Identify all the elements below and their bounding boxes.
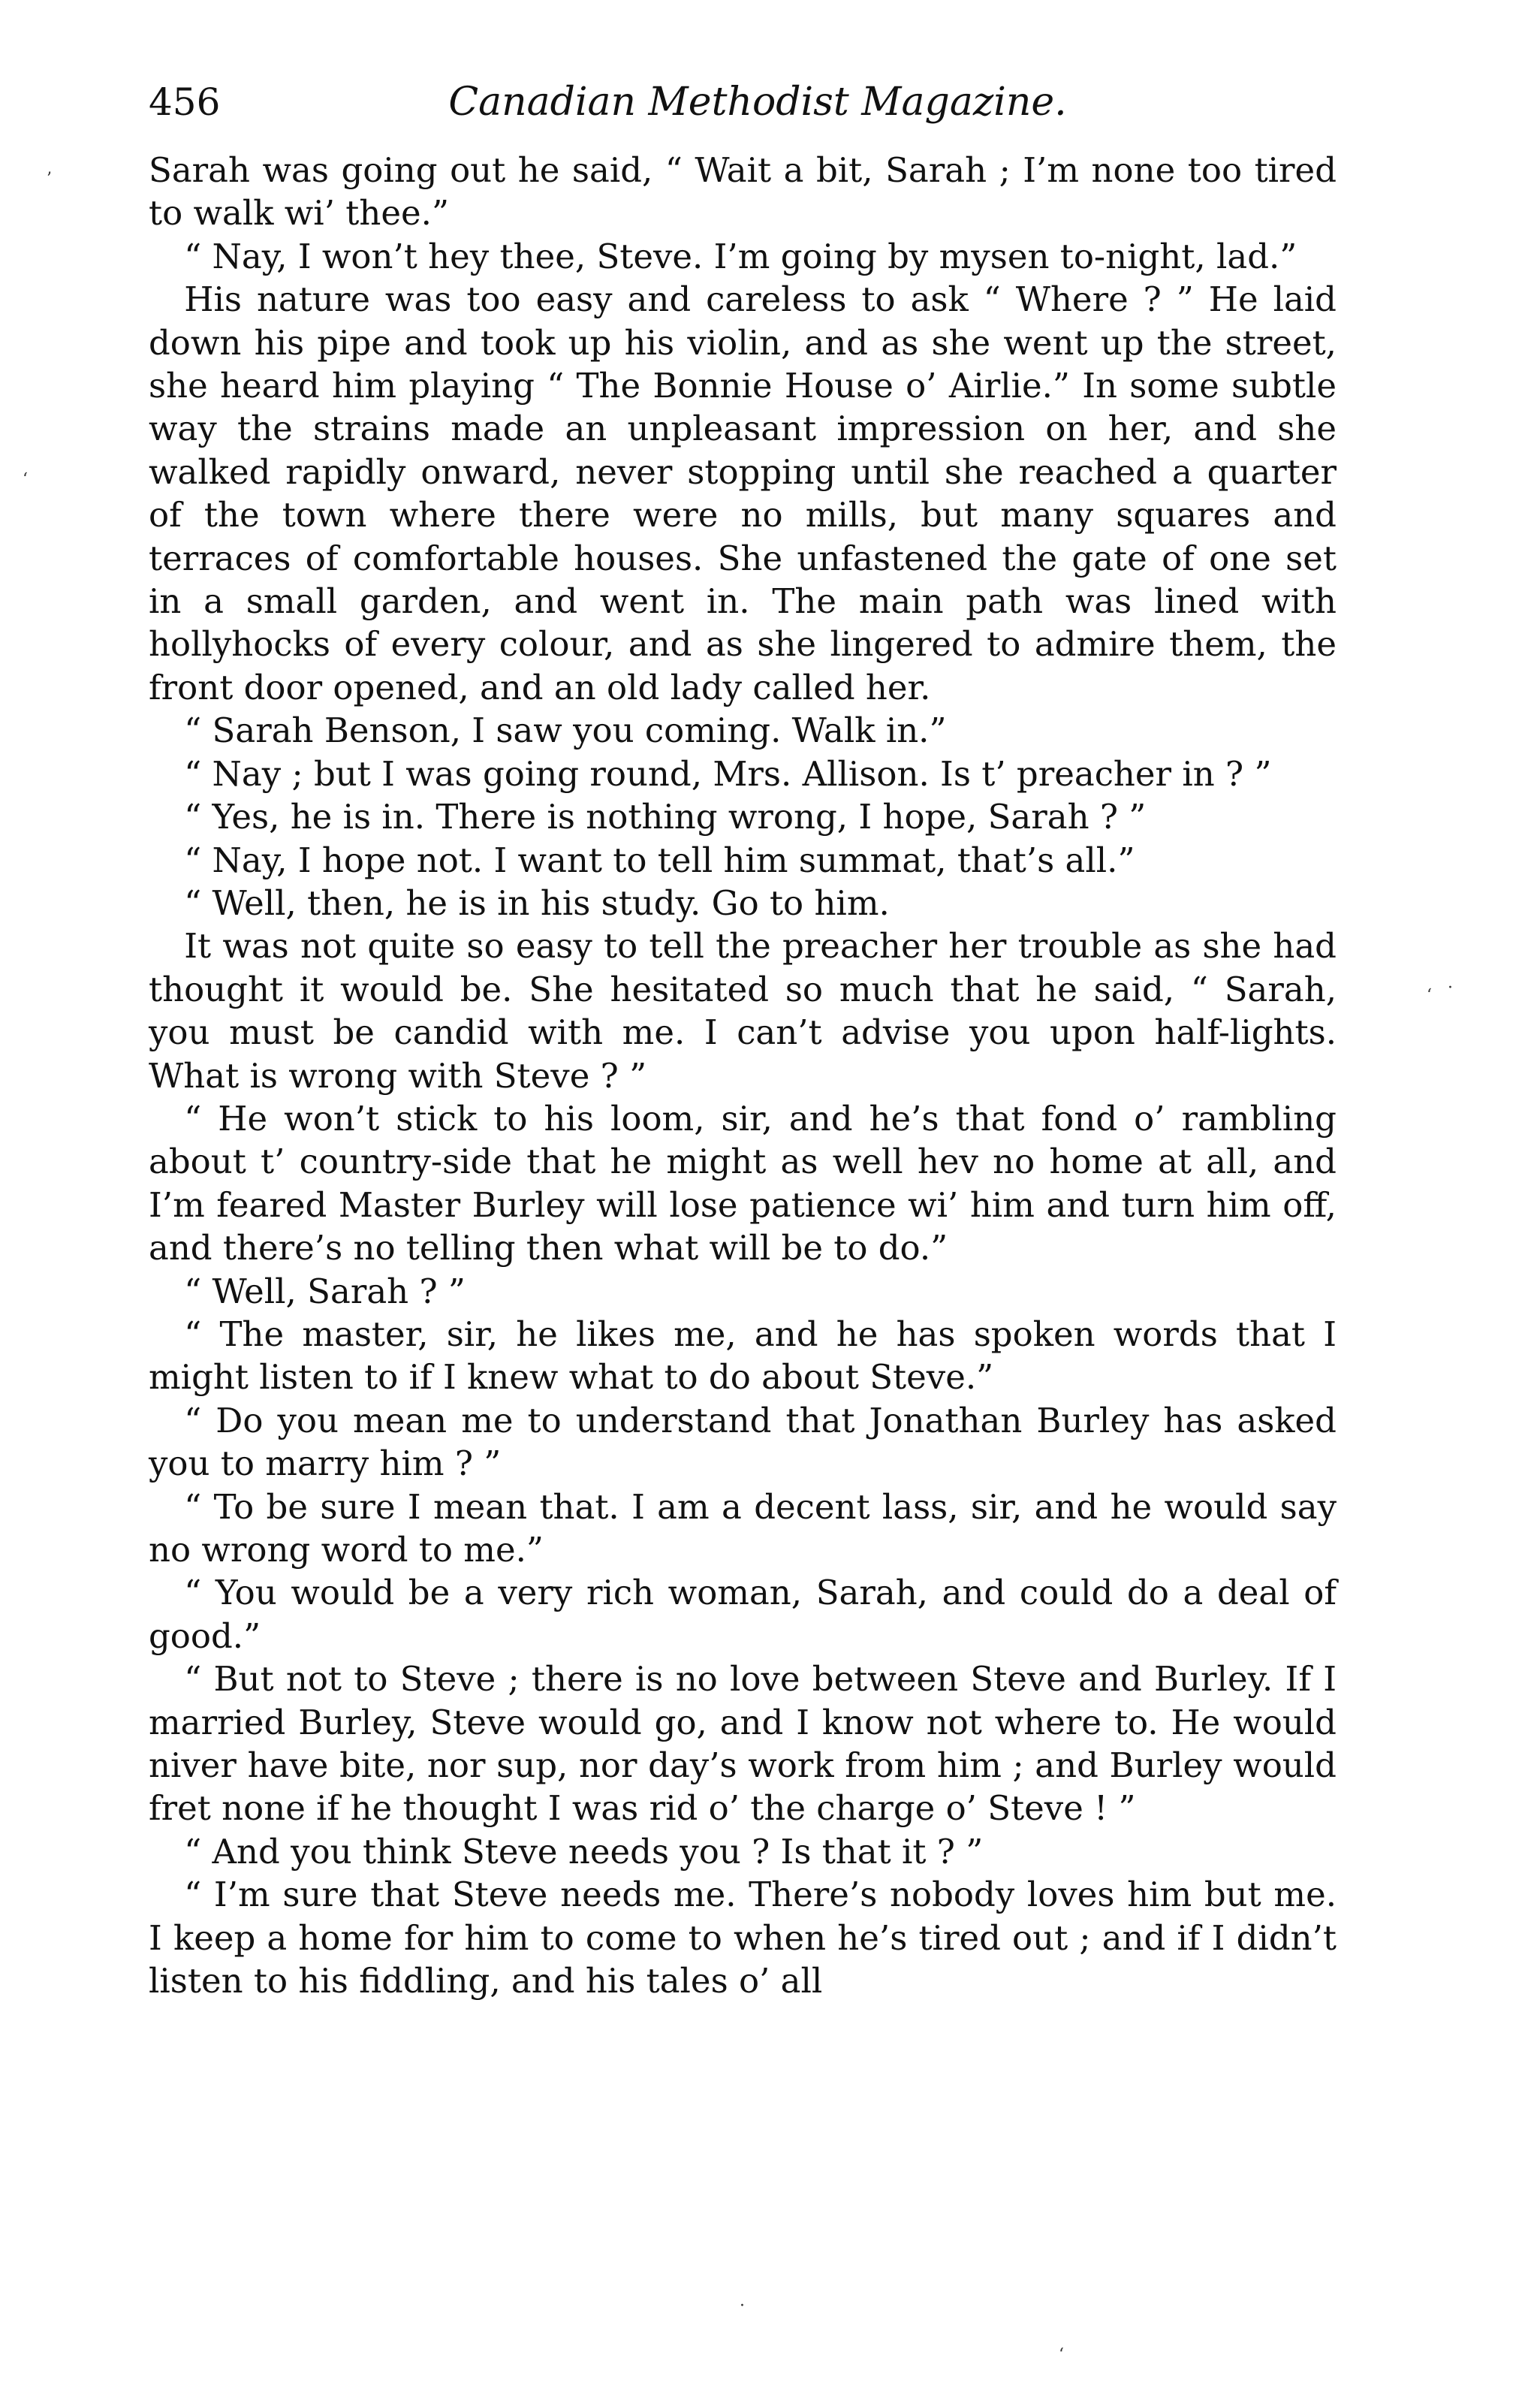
book-page [149,72,1337,2002]
paragraph: “ Do you mean me to understand that Jonathan Burley has asked you to marry him ? ” [149,1400,1337,1484]
print-speck: · [740,2297,745,2315]
print-speck: ‘ [23,470,28,489]
paragraph: “ He won’t stick to his loom, sir, and he’s that fond o’ rambling about t’ country-side that he might as well hev no home at all, and I’m feared Master Burley will lose patience wi’ him and turn him off, and there’s no telling then what will be to do.” [149,1098,1337,1268]
paragraph: “ Well, then, he is in his study. Go to him. [184,882,890,923]
paragraph: “ But not to Steve ; there is no love between Steve and Burley. If I married Burley, Steve would go, and I know not where to. He would niver have bite, nor sup, nor day’s work from him ; and Burley would fret none if he thought I was rid o’ the charge o’ Steve ! ” [149,1659,1337,1829]
running-header [149,72,1337,132]
print-speck: ’ [47,170,52,189]
paragraph: “ You would be a very rich woman, Sarah, and could do a deal of good.” [149,1573,1337,1656]
paragraph: “ I’m sure that Steve needs me. There’s nobody loves him but me. I keep a home for him to come to when he’s tired out ; and if I didn’t listen to his fiddling, and his tales o’ all [149,1875,1337,2001]
body-text [149,149,1337,2002]
print-speck: ‘ [1059,2345,1064,2364]
paragraph: His nature was too easy and careless to ask “ Where ? ” He laid down his pipe and took up his violin, and as she went up the street, she heard him playing “ The Bonnie House o’ Airlie.” In some subtle way the strains made an unpleasant impression on her, and she walked rapidly onward, never stopping until she reached a quarter of the town where there were no mills, but many squares and terraces of comfortable houses. She unfastened the gate of one set in a small garden, and went in. The main path was lined with hollyhocks of every colour, and as she lingered to admire them, the front door opened, and an old lady called her. [149,279,1337,707]
page-number: 456 [149,80,221,124]
paragraph: “ Yes, he is in. There is nothing wrong, I hope, Sarah ? ” [184,797,1147,837]
paragraph: “ And you think Steve needs you ? Is that it ? ” [184,1831,984,1872]
paragraph: Sarah was going out he said, “ Wait a bit, Sarah ; I’m none too tired to walk wi’ thee.” [149,150,1337,234]
paragraph: “ The master, sir, he likes me, and he has spoken words that I might listen to if I knew what to do about Steve.” [149,1314,1337,1398]
paragraph: It was not quite so easy to tell the preacher her trouble as she had thought it would be. She hesitated so much that he said, “ Sarah, you must be candid with me. I can’t advise you upon half-lights. What is wrong with Steve ? ” [149,926,1337,1096]
print-speck: · [1448,979,1453,997]
paragraph: “ To be sure I mean that. I am a decent lass, sir, and he would say no wrong word to me.” [149,1486,1337,1570]
paragraph: “ Nay ; but I was going round, Mrs. Allison. Is t’ preacher in ? ” [184,753,1272,794]
paragraph: “ Well, Sarah ? ” [184,1271,466,1311]
running-title: Canadian Methodist Magazine. [448,80,1067,125]
paragraph: “ Nay, I hope not. I want to tell him summat, that’s all.” [184,840,1135,880]
paragraph: “ Nay, I won’t hey thee, Steve. I’m going by mysen to-night, lad.” [184,236,1297,276]
print-speck: ‘ [1427,986,1432,1005]
paragraph: “ Sarah Benson, I saw you coming. Walk in.” [184,710,947,751]
